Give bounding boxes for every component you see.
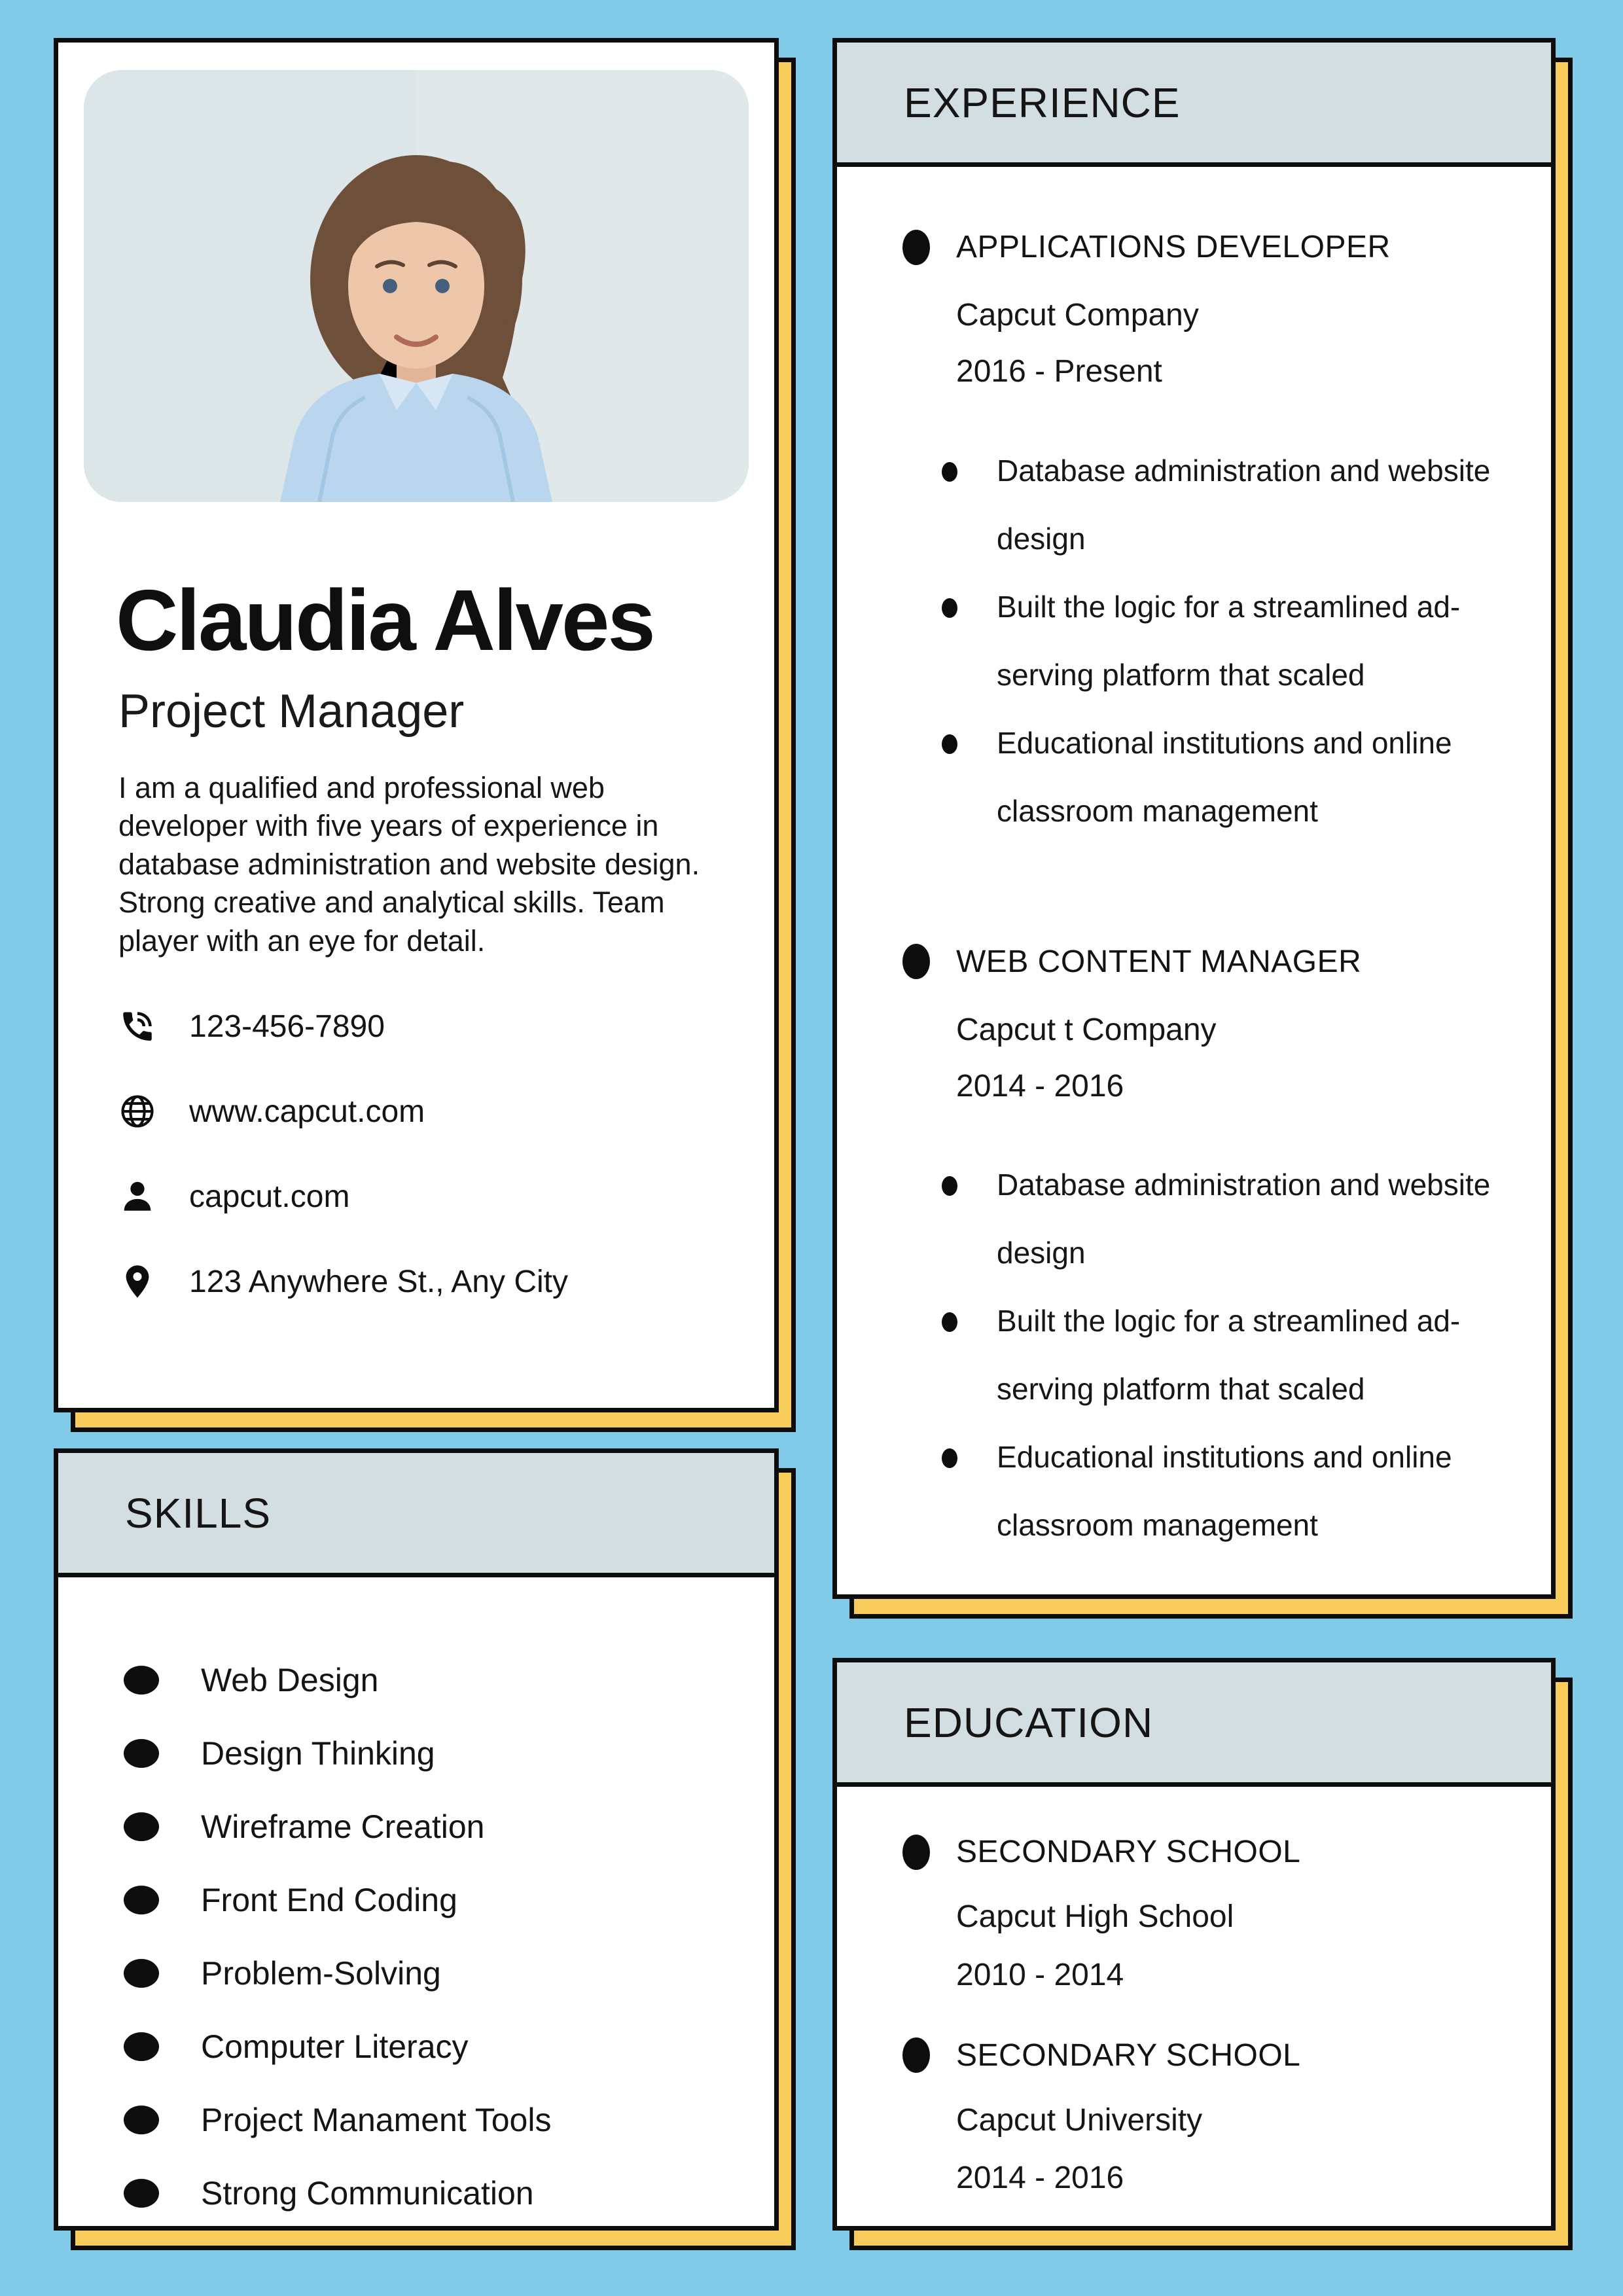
job-company: Capcut t Company — [956, 1012, 1217, 1047]
bullet-oval-icon — [902, 944, 930, 979]
job-dates: 2014 - 2016 — [956, 1068, 1124, 1103]
person-role: Project Manager — [118, 685, 465, 738]
contact-row-address — [118, 1263, 714, 1300]
bullet-item: Built the logic for a streamlined ad-serving platform that scaled — [942, 573, 1505, 709]
bullet-oval-icon — [124, 1739, 159, 1768]
skill-item: Wireframe Creation — [124, 1808, 774, 1846]
bullet-oval-icon — [902, 230, 930, 265]
education-meta — [956, 2092, 1551, 2208]
bullet-item: Database administration and website design — [942, 437, 1505, 573]
job-title-row — [837, 944, 1551, 980]
skill-item: Project Manament Tools — [124, 2101, 774, 2139]
school-dates: 2010 - 2014 — [956, 1957, 1124, 1992]
job-title-row — [837, 229, 1551, 265]
bullet-oval-icon — [902, 1835, 930, 1870]
profile-photo — [84, 70, 749, 502]
bullet-oval-icon — [124, 1886, 159, 1914]
job-meta — [956, 287, 1551, 401]
job-meta — [956, 1002, 1551, 1115]
bullet-item: Built the logic for a streamlined ad-serving platform that scaled — [942, 1287, 1505, 1424]
skills-heading: SKILLS — [58, 1453, 774, 1577]
education-level: SECONDARY SCHOOL — [956, 2037, 1301, 2073]
contact-row-phone — [118, 1007, 714, 1045]
skills-card — [54, 1448, 779, 2231]
location-icon — [118, 1263, 156, 1300]
education-title-row — [837, 2037, 1551, 2073]
school-dates: 2014 - 2016 — [956, 2161, 1124, 2196]
phone-icon — [118, 1007, 156, 1045]
education-meta — [956, 1888, 1551, 2005]
skill-item: Design Thinking — [124, 1734, 774, 1772]
school-name: Capcut University — [956, 2102, 1203, 2138]
address-value: 123 Anywhere St., Any City — [189, 1264, 568, 1299]
skills-list — [58, 1577, 774, 2212]
skill-item: Computer Literacy — [124, 2028, 774, 2066]
education-body — [837, 1787, 1551, 2208]
skill-item: Front End Coding — [124, 1881, 774, 1919]
person-icon — [118, 1177, 156, 1215]
summary-text: I am a qualified and professional web developer with five years of experience in database administration and website design. Strong creative and analytical skills. Team player with an eye for detail. — [118, 770, 700, 958]
experience-body — [837, 167, 1551, 1560]
education-card — [832, 1658, 1556, 2231]
job-dates: 2016 - Present — [956, 354, 1162, 389]
contact-row-website — [118, 1092, 714, 1130]
bullet-item: Educational institutions and online classroom management — [942, 1424, 1505, 1560]
bullet-dot-icon — [942, 1312, 957, 1332]
job-entry — [837, 944, 1551, 1560]
bullet-dot-icon — [942, 734, 957, 754]
profile-url-value: capcut.com — [189, 1179, 350, 1214]
skill-item: Problem-Solving — [124, 1954, 774, 1992]
profile-card — [54, 38, 779, 1412]
education-entry — [837, 1834, 1551, 2005]
bullet-oval-icon — [124, 2032, 159, 2061]
bullet-oval-icon — [124, 1812, 159, 1841]
education-title-row — [837, 1834, 1551, 1870]
job-title: APPLICATIONS DEVELOPER — [956, 230, 1391, 264]
education-level: SECONDARY SCHOOL — [956, 1835, 1301, 1869]
bullet-oval-icon — [902, 2037, 930, 2073]
bullet-item: Database administration and website design — [942, 1151, 1505, 1287]
job-bullet-list — [942, 1151, 1505, 1560]
skill-item: Strong Communication — [124, 2174, 774, 2212]
bullet-dot-icon — [942, 598, 957, 618]
bullet-dot-icon — [942, 1448, 957, 1468]
school-name: Capcut High School — [956, 1899, 1234, 1934]
bullet-oval-icon — [124, 2179, 159, 2208]
bullet-oval-icon — [124, 1666, 159, 1695]
globe-icon — [118, 1092, 156, 1130]
bullet-item: Educational institutions and online classroom management — [942, 709, 1505, 846]
experience-card — [832, 38, 1556, 1599]
website-value: www.capcut.com — [189, 1094, 425, 1129]
contact-list — [58, 1007, 774, 1300]
person-name: Claudia Alves — [116, 572, 654, 668]
bullet-dot-icon — [942, 1176, 957, 1196]
experience-heading: EXPERIENCE — [837, 43, 1551, 167]
job-company: Capcut Company — [956, 298, 1199, 332]
job-entry — [837, 229, 1551, 846]
skill-item: Web Design — [124, 1661, 774, 1699]
bullet-dot-icon — [942, 462, 957, 482]
bullet-oval-icon — [124, 1959, 159, 1988]
education-heading: EDUCATION — [837, 1662, 1551, 1787]
education-entry — [837, 2037, 1551, 2208]
bullet-oval-icon — [124, 2106, 159, 2134]
contact-row-profile — [118, 1177, 714, 1215]
job-bullet-list — [942, 437, 1505, 846]
portrait-illustration — [84, 70, 749, 502]
job-title: WEB CONTENT MANAGER — [956, 944, 1362, 979]
phone-value: 123-456-7890 — [189, 1009, 385, 1044]
